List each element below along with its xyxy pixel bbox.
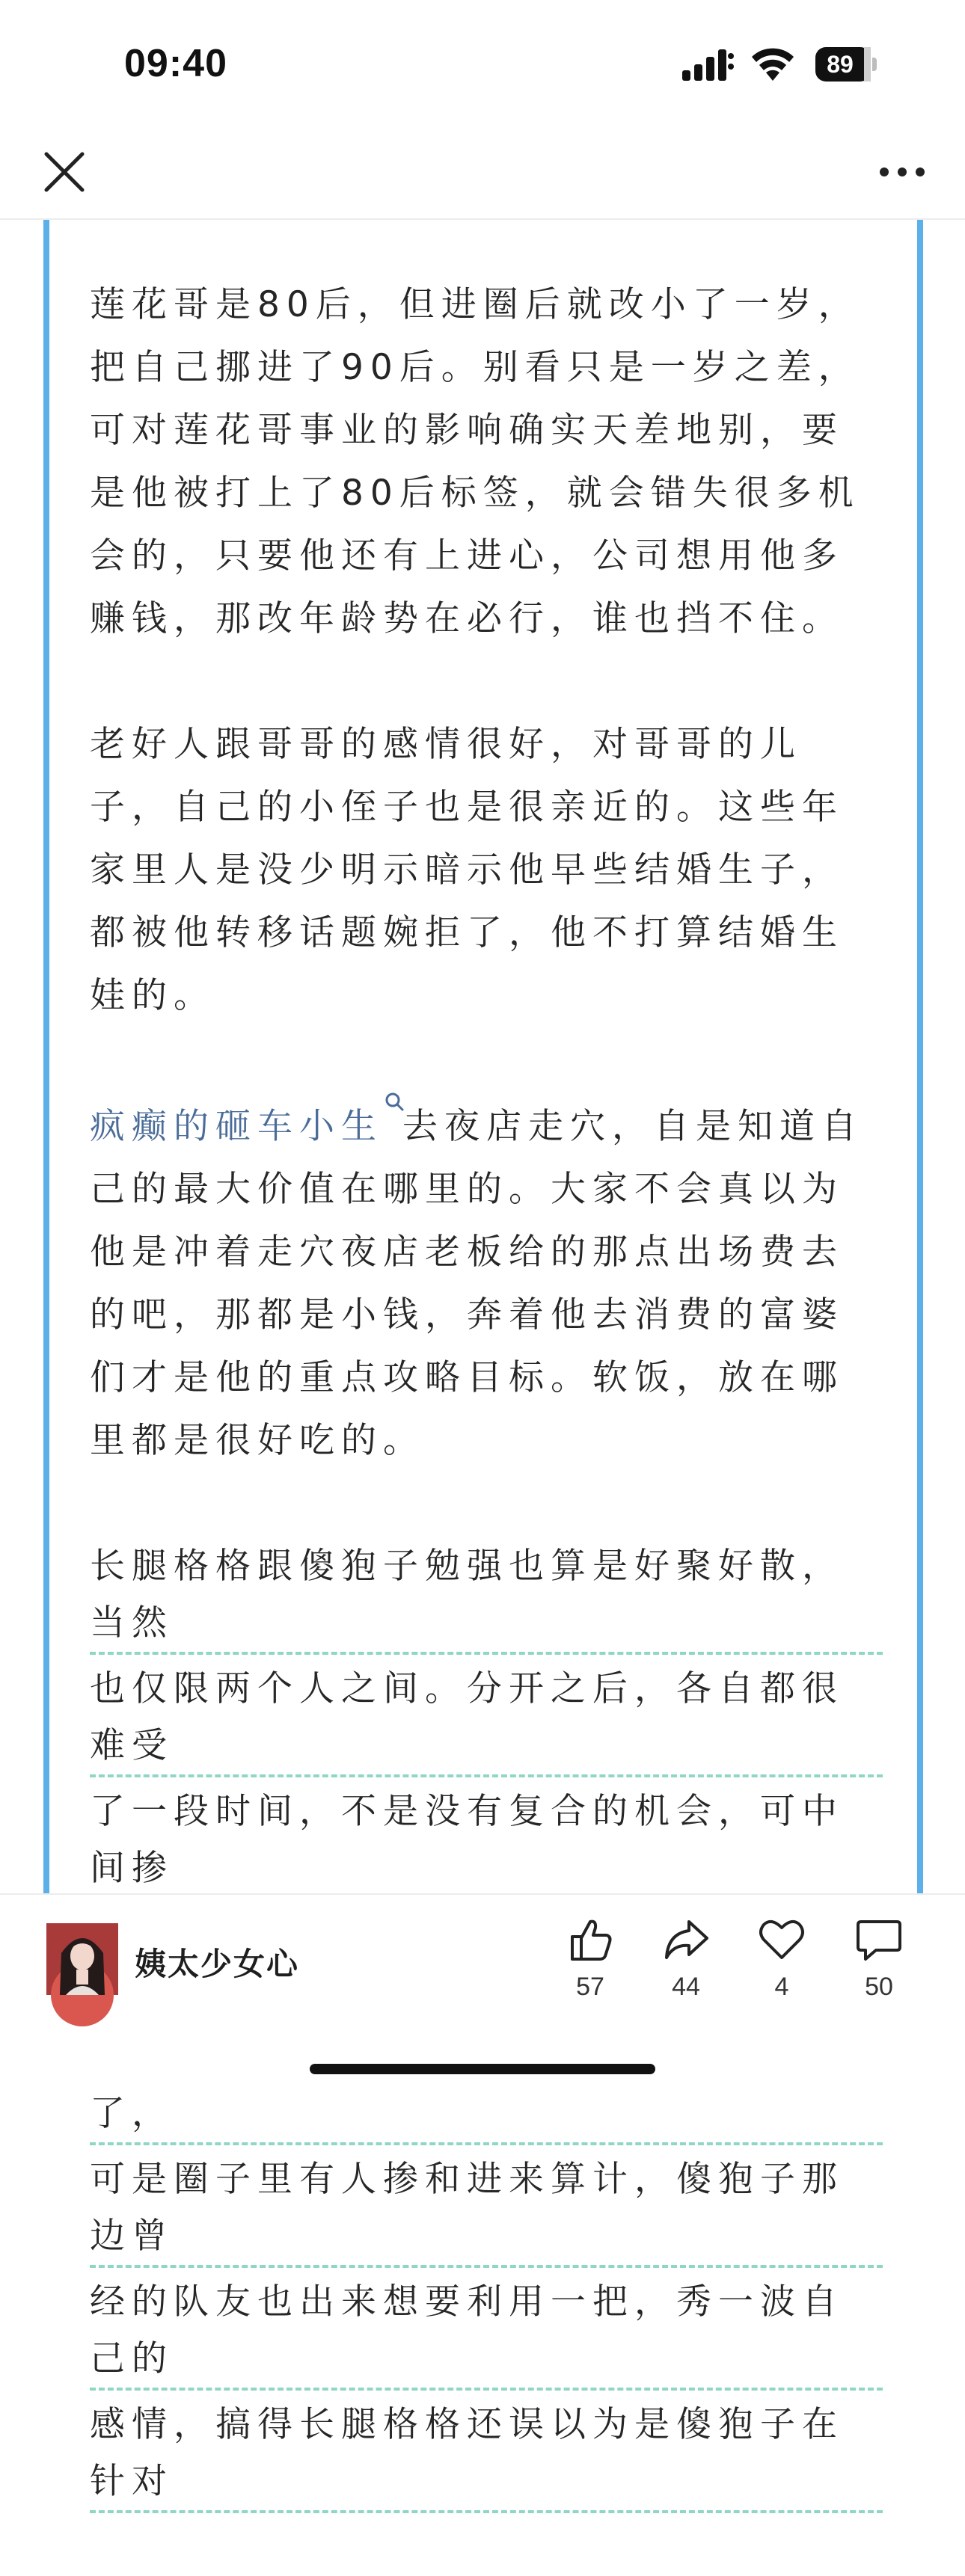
highlight-line[interactable]: 可是圈子里有人掺和进来算计，傻狍子那边曾	[90, 2148, 883, 2268]
battery-level: 89	[827, 51, 854, 78]
highlight-line[interactable]: 也仅限两个人之间。分开之后，各自都很难受	[90, 1658, 883, 1777]
share-count: 44	[672, 1973, 700, 2001]
share-button[interactable]	[645, 1917, 727, 2007]
topic-link-text[interactable]: 疯癫的砸车小生	[90, 1106, 383, 1147]
comment-icon	[855, 1917, 903, 1962]
highlight-line[interactable]: 感情，搞得长腿格格还误以为是傻狍子在针对	[90, 2394, 883, 2513]
bottom-bar	[0, 1893, 965, 2092]
favorite-button[interactable]	[741, 1917, 823, 2007]
battery-icon	[815, 47, 878, 82]
favorite-count: 4	[774, 1973, 789, 2001]
nav-bar	[0, 127, 965, 220]
home-indicator[interactable]	[310, 2064, 655, 2074]
signal-icon	[682, 49, 735, 81]
like-button[interactable]	[549, 1917, 631, 2007]
wifi-icon	[750, 46, 796, 81]
paragraph-1: 莲花哥是80后，但进圈后就改小了一岁，把自己挪进了90后。别看只是一岁之差，可对莲花哥事业的影响确实天差地别，要是他被打上了80后标签，就会错失很多机会的，只要他还有上进心，公司想用他多赚钱，那改年龄势在必行，谁也挡不住。	[90, 284, 860, 639]
status-time: 09:40	[124, 42, 227, 85]
paragraph-3-text: 去夜店走穴，自是知道自己的最大价值在哪里的。大家不会真以为他是冲着走穴夜店老板给的那点出场费去的吧，那都是小钱，奔着他去消费的富婆们才是他的重点攻略目标。软饭，放在哪里都是很好吃的。	[90, 1106, 863, 1461]
thumbs-up-icon	[566, 1917, 614, 1962]
topic-link[interactable]	[90, 1106, 402, 1147]
paragraph-2: 老好人跟哥哥的感情很好，对哥哥的儿子，自己的小侄子也是很亲近的。这些年家里人是没少明示暗示他早些结婚生子，都被他转移话题婉拒了，他不打算结婚生娃的。	[90, 724, 844, 1016]
paragraph-3	[90, 1090, 883, 1472]
avatar[interactable]	[46, 1923, 118, 1995]
avatar-image	[46, 1923, 118, 1995]
article-content	[90, 274, 883, 2576]
highlight-line[interactable]: 长腿格格跟傻狍子勉强也算是好聚好散，当然	[90, 1535, 883, 1655]
author-name[interactable]: 姨太少女心	[135, 1946, 300, 1982]
close-icon[interactable]	[39, 147, 90, 197]
heart-icon	[758, 1917, 806, 1962]
highlight-line[interactable]: 了一段时间，不是没有复合的机会，可中间掺	[90, 1780, 883, 1900]
like-count: 57	[576, 1973, 604, 2001]
share-icon	[662, 1917, 710, 1962]
highlight-line[interactable]: 了，	[90, 2026, 883, 2145]
more-icon[interactable]	[875, 150, 929, 194]
status-bar	[0, 0, 965, 127]
highlight-line[interactable]: 经的队友也出来想要利用一把，秀一波自己的	[90, 2271, 883, 2391]
comment-button[interactable]	[838, 1917, 920, 2007]
comment-count: 50	[865, 1973, 893, 2001]
